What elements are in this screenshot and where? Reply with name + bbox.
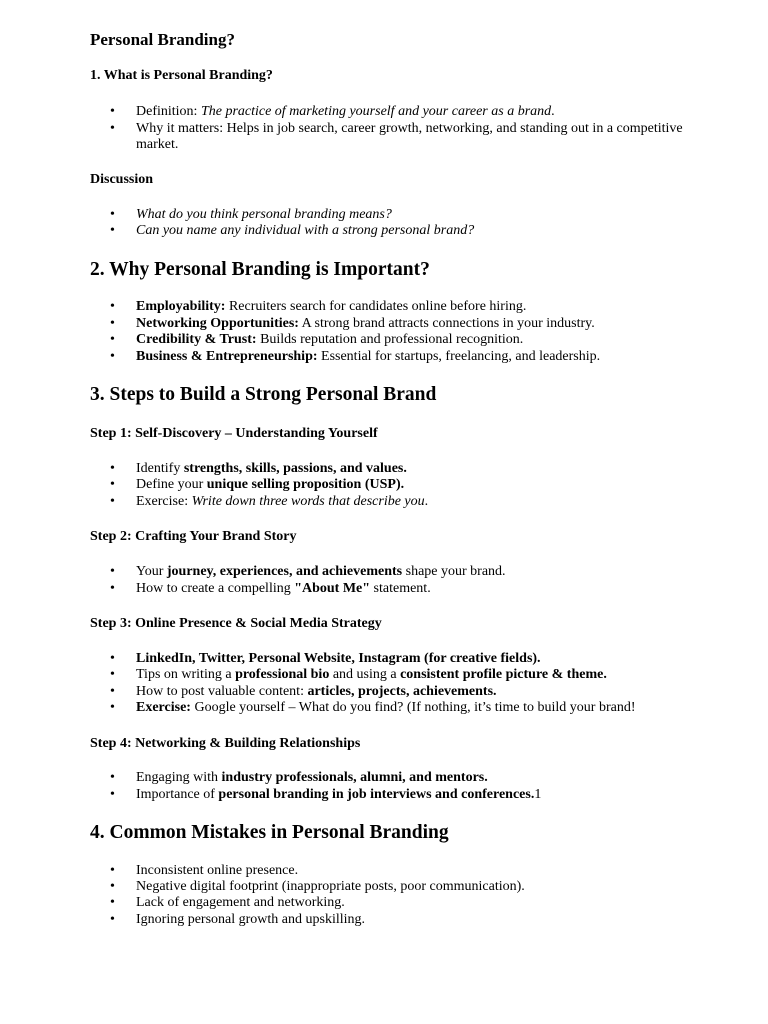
- bullet-icon: •: [110, 299, 115, 314]
- section-4-heading: 4. Common Mistakes in Personal Branding: [90, 822, 449, 843]
- bullet-icon: •: [110, 494, 115, 509]
- bullet-icon: •: [110, 121, 115, 136]
- step-2-heading: Step 2: Crafting Your Brand Story: [90, 529, 297, 544]
- bullet-icon: •: [110, 104, 115, 119]
- bullet-icon: •: [110, 349, 115, 364]
- section-3-heading: 3. Steps to Build a Strong Personal Brand: [90, 384, 437, 405]
- bullet-icon: •: [110, 651, 115, 666]
- section-2-heading: 2. Why Personal Branding is Important?: [90, 259, 430, 280]
- bullet-icon: •: [110, 895, 115, 910]
- bullet-icon: •: [110, 684, 115, 699]
- bullet-icon: •: [110, 770, 115, 785]
- step-3-heading: Step 3: Online Presence & Social Media Strategy: [90, 616, 382, 631]
- bullet-icon: •: [110, 316, 115, 331]
- bullet-icon: •: [110, 879, 115, 894]
- bullet-icon: •: [110, 912, 115, 927]
- bullet-icon: •: [110, 564, 115, 579]
- bullet-icon: •: [110, 223, 115, 238]
- bullet-icon: •: [110, 207, 115, 222]
- discussion-heading: Discussion: [90, 172, 154, 187]
- bullet-icon: •: [110, 477, 115, 492]
- bullet-icon: •: [110, 461, 115, 476]
- step-1-heading: Step 1: Self-Discovery – Understanding Yourself: [90, 426, 378, 441]
- bullet-icon: •: [110, 581, 115, 596]
- section-1-heading: 1. What is Personal Branding?: [90, 68, 273, 83]
- bullet-icon: •: [110, 667, 115, 682]
- bullet-icon: •: [110, 332, 115, 347]
- bullet-icon: •: [110, 863, 115, 878]
- step-4-heading: Step 4: Networking & Building Relationships: [90, 736, 361, 751]
- page-title: Personal Branding?: [90, 30, 235, 49]
- bullet-icon: •: [110, 700, 115, 715]
- bullet-icon: •: [110, 787, 115, 802]
